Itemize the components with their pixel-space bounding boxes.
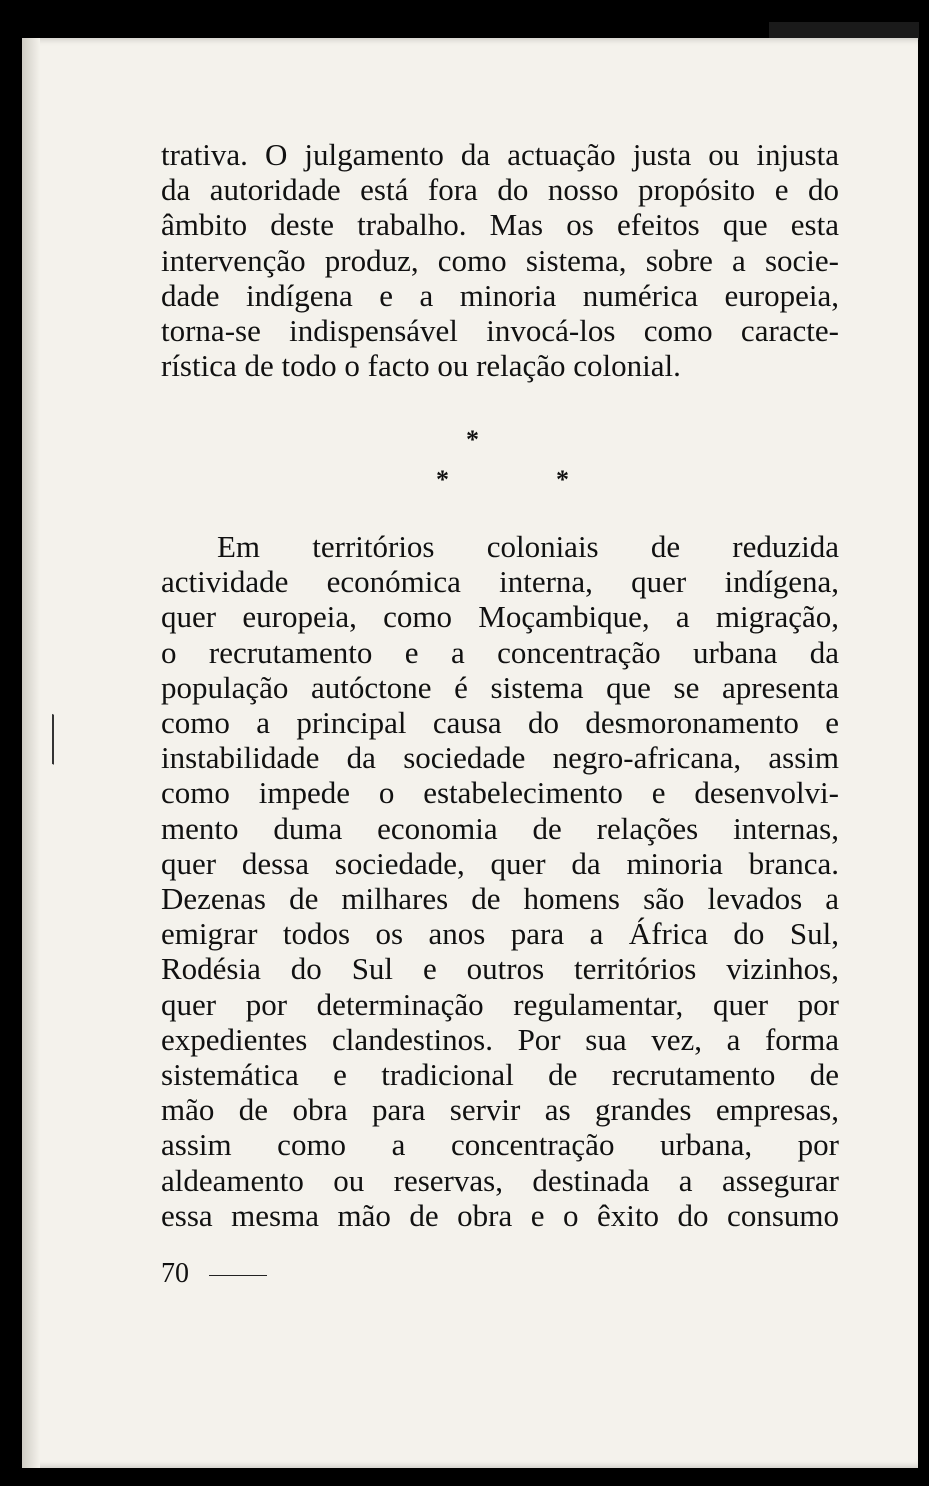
text-line: dade indígena e a minoria numérica europeia, xyxy=(161,277,839,313)
text-line: Em territórios coloniais de reduzida xyxy=(217,529,839,564)
text-line: assim como a concentração urbana, por xyxy=(161,1127,839,1163)
text-line: Dezenas de milhares de homens são levados a xyxy=(161,881,839,917)
text-line: o recrutamento e a concentração urbana da xyxy=(161,634,839,670)
text-line: emigrar todos os anos para a África do Sul, xyxy=(161,916,839,952)
paragraph-1 xyxy=(161,137,839,383)
paragraph-2 xyxy=(161,529,839,1233)
text-line: aldeamento ou reservas, destinada a assegurar xyxy=(161,1162,839,1198)
text-line: expedientes clandestinos. Por sua vez, a forma xyxy=(161,1021,839,1057)
text-line: rística de todo o facto ou relação colonial. xyxy=(161,348,681,384)
text-line: como a principal causa do desmoronamento e xyxy=(161,705,839,741)
text-line: trativa. O julgamento da actuação justa ou injusta xyxy=(161,137,839,172)
text-line: população autóctone é sistema que se apresenta xyxy=(161,669,839,705)
footer-rule xyxy=(209,1275,267,1276)
separator-star: * xyxy=(436,465,449,494)
text-line: instabilidade da sociedade negro-africana, assim xyxy=(161,740,839,776)
page-gutter xyxy=(22,38,40,1468)
text-line: quer por determinação regulamentar, quer por xyxy=(161,986,839,1022)
text-line: quer dessa sociedade, quer da minoria branca. xyxy=(161,845,839,881)
text-line: mento duma economia de relações internas, xyxy=(161,810,839,846)
text-line: torna-se indispensável invocá-los como caracte- xyxy=(161,313,839,349)
separator-star: * xyxy=(556,465,569,494)
text-line: mão de obra para servir as grandes empresas, xyxy=(161,1092,839,1128)
text-line: Rodésia do Sul e outros territórios vizinhos, xyxy=(161,951,839,987)
text-line: sistemática e tradicional de recrutamento de xyxy=(161,1057,839,1093)
text-line: quer europeia, como Moçambique, a migração, xyxy=(161,599,839,635)
text-line: essa mesma mão de obra e o êxito do consumo xyxy=(161,1197,839,1233)
page-footer xyxy=(161,1258,267,1290)
text-line: âmbito deste trabalho. Mas os efeitos que esta xyxy=(161,207,839,243)
text-line: intervenção produz, como sistema, sobre a socie- xyxy=(161,242,839,278)
separator-star: * xyxy=(466,425,479,454)
text-line: como impede o estabelecimento e desenvolvi- xyxy=(161,775,839,811)
text-line: da autoridade está fora do nosso propósito e do xyxy=(161,172,839,208)
page-number: 70 xyxy=(161,1258,189,1289)
text-line: actividade económica interna, quer indígena, xyxy=(161,564,839,600)
margin-mark xyxy=(52,714,57,766)
